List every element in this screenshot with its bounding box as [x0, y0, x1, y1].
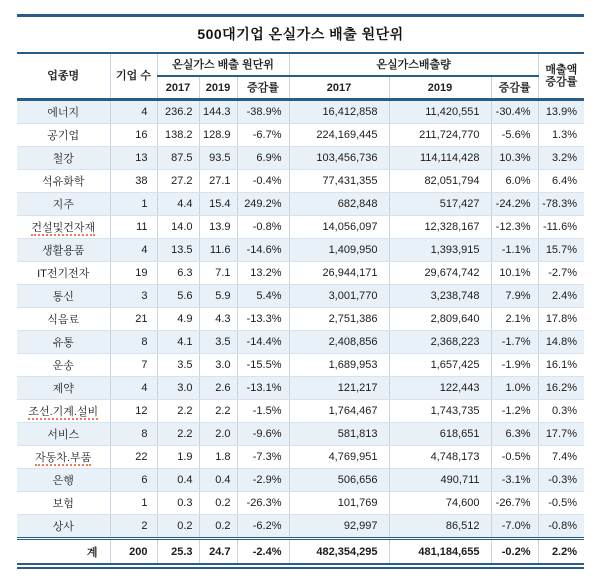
table-row: [17, 400, 584, 423]
value-cell: -30.4%: [491, 100, 538, 124]
header-emissions-change: 증감률: [491, 76, 538, 100]
value-cell: 4,769,951: [289, 446, 389, 469]
value-cell: 6.0%: [491, 170, 538, 193]
value-cell: 1.0%: [491, 377, 538, 400]
value-cell: -0.8%: [538, 515, 584, 539]
value-cell: 3: [110, 285, 157, 308]
value-cell: -1.2%: [491, 400, 538, 423]
value-cell: 0.2: [199, 515, 237, 539]
value-cell: 3.0: [199, 354, 237, 377]
value-cell: -2.7%: [538, 262, 584, 285]
value-cell: 1: [110, 492, 157, 515]
value-cell: 144.3: [199, 100, 237, 124]
value-cell: 15.4: [199, 193, 237, 216]
industry-label: 계: [86, 546, 98, 559]
header-emissions-2017: 2017: [289, 76, 389, 100]
table-row: [17, 492, 584, 515]
value-cell: 14.8%: [538, 331, 584, 354]
value-cell: 4: [110, 100, 157, 124]
value-cell: 8: [110, 331, 157, 354]
header-intensity-2017: 2017: [157, 76, 199, 100]
table-row: [17, 308, 584, 331]
value-cell: -6.7%: [237, 124, 289, 147]
value-cell: 2.1%: [491, 308, 538, 331]
value-cell: 11,420,551: [389, 100, 491, 124]
value-cell: 74,600: [389, 492, 491, 515]
value-cell: 29,674,742: [389, 262, 491, 285]
industry-cell: [17, 285, 110, 308]
header-emissions-2019: 2019: [389, 76, 491, 100]
industry-cell: [17, 147, 110, 170]
industry-cell: [17, 446, 110, 469]
value-cell: 0.2: [157, 515, 199, 539]
header-emissions-group: 온실가스배출량: [289, 53, 538, 76]
value-cell: -26.3%: [237, 492, 289, 515]
value-cell: 86,512: [389, 515, 491, 539]
value-cell: -15.5%: [237, 354, 289, 377]
value-cell: 17.8%: [538, 308, 584, 331]
value-cell: -13.3%: [237, 308, 289, 331]
emissions-table-figure: [17, 14, 584, 569]
table-row: [17, 239, 584, 262]
value-cell: 114,114,428: [389, 147, 491, 170]
industry-cell: [17, 515, 110, 539]
value-cell: 3.0: [157, 377, 199, 400]
value-cell: -9.6%: [237, 423, 289, 446]
industry-label: 은행: [52, 475, 74, 487]
value-cell: 7.9%: [491, 285, 538, 308]
value-cell: -3.1%: [491, 469, 538, 492]
value-cell: 7: [110, 354, 157, 377]
header-revenue-change-line1: 매출액: [545, 64, 578, 76]
value-cell: -13.1%: [237, 377, 289, 400]
table-row: [17, 377, 584, 400]
value-cell: 8: [110, 423, 157, 446]
value-cell: 682,848: [289, 193, 389, 216]
value-cell: -2.9%: [237, 469, 289, 492]
table-row: [17, 423, 584, 446]
header-company-count: 기업 수: [110, 53, 157, 100]
industry-cell: [17, 124, 110, 147]
value-cell: -0.4%: [237, 170, 289, 193]
industry-label: 보험: [52, 498, 74, 510]
value-cell: 1,689,953: [289, 354, 389, 377]
value-cell: 12: [110, 400, 157, 423]
value-cell: 138.2: [157, 124, 199, 147]
header-intensity-change: 증감률: [237, 76, 289, 100]
header-revenue-change: [538, 53, 584, 100]
value-cell: 481,184,655: [389, 539, 491, 567]
value-cell: -26.7%: [491, 492, 538, 515]
industry-cell: [17, 400, 110, 423]
value-cell: 3.5: [157, 354, 199, 377]
value-cell: 1,393,915: [389, 239, 491, 262]
value-cell: 2,809,640: [389, 308, 491, 331]
value-cell: 482,354,295: [289, 539, 389, 567]
value-cell: 2.6: [199, 377, 237, 400]
value-cell: 3.5: [199, 331, 237, 354]
value-cell: -11.6%: [538, 216, 584, 239]
industry-cell: [17, 377, 110, 400]
value-cell: 122,443: [389, 377, 491, 400]
industry-label: 상사: [52, 521, 74, 533]
table-row: [17, 446, 584, 469]
industry-cell: [17, 100, 110, 124]
industry-cell: [17, 423, 110, 446]
value-cell: 6.9%: [237, 147, 289, 170]
value-cell: 13.9%: [538, 100, 584, 124]
industry-cell: [17, 331, 110, 354]
value-cell: 2.2: [199, 400, 237, 423]
table-header: [17, 53, 584, 100]
value-cell: 2.2%: [538, 539, 584, 567]
value-cell: 200: [110, 539, 157, 567]
value-cell: 101,769: [289, 492, 389, 515]
industry-label: 제약: [52, 383, 74, 395]
value-cell: 211,724,770: [389, 124, 491, 147]
industry-cell: [17, 216, 110, 239]
value-cell: 506,656: [289, 469, 389, 492]
value-cell: 581,813: [289, 423, 389, 446]
value-cell: 2.4%: [538, 285, 584, 308]
value-cell: -14.6%: [237, 239, 289, 262]
value-cell: 121,217: [289, 377, 389, 400]
industry-label: IT전기전자: [37, 268, 90, 280]
table-row: [17, 170, 584, 193]
value-cell: 19: [110, 262, 157, 285]
value-cell: 5.6: [157, 285, 199, 308]
table-row: [17, 285, 584, 308]
header-revenue-change-line2: 증감률: [545, 76, 578, 88]
table-row: [17, 354, 584, 377]
value-cell: 103,456,736: [289, 147, 389, 170]
value-cell: 618,651: [389, 423, 491, 446]
industry-label: 통신: [52, 291, 74, 303]
value-cell: 4,748,173: [389, 446, 491, 469]
value-cell: 5.9: [199, 285, 237, 308]
industry-label: 유통: [52, 337, 74, 349]
value-cell: 14,056,097: [289, 216, 389, 239]
table-body: [17, 100, 584, 539]
value-cell: 224,169,445: [289, 124, 389, 147]
value-cell: 6: [110, 469, 157, 492]
value-cell: 1,743,735: [389, 400, 491, 423]
value-cell: 1,657,425: [389, 354, 491, 377]
table-row: [17, 216, 584, 239]
value-cell: 16,412,858: [289, 100, 389, 124]
value-cell: 21: [110, 308, 157, 331]
value-cell: 15.7%: [538, 239, 584, 262]
value-cell: 5.4%: [237, 285, 289, 308]
value-cell: 77,431,355: [289, 170, 389, 193]
value-cell: 14.0: [157, 216, 199, 239]
value-cell: 27.2: [157, 170, 199, 193]
value-cell: -0.2%: [491, 539, 538, 567]
table-row: [17, 469, 584, 492]
value-cell: -0.3%: [538, 469, 584, 492]
industry-label: 철강: [52, 153, 74, 165]
industry-label: 석유화학: [41, 176, 85, 188]
value-cell: -5.6%: [491, 124, 538, 147]
value-cell: 517,427: [389, 193, 491, 216]
value-cell: -38.9%: [237, 100, 289, 124]
value-cell: 22: [110, 446, 157, 469]
value-cell: 4.1: [157, 331, 199, 354]
value-cell: -1.1%: [491, 239, 538, 262]
value-cell: 2: [110, 515, 157, 539]
header-intensity-2019: 2019: [199, 76, 237, 100]
value-cell: -1.9%: [491, 354, 538, 377]
industry-cell: [17, 492, 110, 515]
industry-cell: [17, 262, 110, 285]
industry-label: 조선.기계.설비: [28, 406, 99, 418]
value-cell: 2.0: [199, 423, 237, 446]
value-cell: 0.2: [199, 492, 237, 515]
value-cell: 25.3: [157, 539, 199, 567]
value-cell: 16.2%: [538, 377, 584, 400]
value-cell: 236.2: [157, 100, 199, 124]
value-cell: 2.2: [157, 423, 199, 446]
value-cell: 7.1: [199, 262, 237, 285]
value-cell: 3,238,748: [389, 285, 491, 308]
value-cell: 1.9: [157, 446, 199, 469]
table-row: [17, 147, 584, 170]
industry-cell: [17, 469, 110, 492]
value-cell: 2,408,856: [289, 331, 389, 354]
value-cell: 3.2%: [538, 147, 584, 170]
value-cell: 2.2: [157, 400, 199, 423]
total-label-cell: [17, 539, 110, 567]
total-row: [17, 539, 584, 567]
value-cell: 1,409,950: [289, 239, 389, 262]
value-cell: 11: [110, 216, 157, 239]
value-cell: 93.5: [199, 147, 237, 170]
value-cell: 87.5: [157, 147, 199, 170]
value-cell: 490,711: [389, 469, 491, 492]
industry-cell: [17, 239, 110, 262]
table-row: [17, 331, 584, 354]
value-cell: 4: [110, 239, 157, 262]
value-cell: 249.2%: [237, 193, 289, 216]
industry-label: 공기업: [47, 130, 80, 142]
value-cell: 10.3%: [491, 147, 538, 170]
value-cell: 0.3%: [538, 400, 584, 423]
value-cell: -6.2%: [237, 515, 289, 539]
value-cell: 1.3%: [538, 124, 584, 147]
value-cell: 38: [110, 170, 157, 193]
value-cell: 1,764,467: [289, 400, 389, 423]
table-row: [17, 124, 584, 147]
header-intensity-group: 온실가스 배출 원단위: [157, 53, 289, 76]
value-cell: -0.5%: [538, 492, 584, 515]
industry-label: 지주: [52, 199, 74, 211]
value-cell: -14.4%: [237, 331, 289, 354]
value-cell: 1: [110, 193, 157, 216]
industry-label: 서비스: [47, 429, 80, 441]
value-cell: 16: [110, 124, 157, 147]
value-cell: -78.3%: [538, 193, 584, 216]
value-cell: -12.3%: [491, 216, 538, 239]
industry-label: 생활용품: [41, 245, 85, 257]
value-cell: -1.5%: [237, 400, 289, 423]
value-cell: 3,001,770: [289, 285, 389, 308]
value-cell: 0.4: [199, 469, 237, 492]
table-row: [17, 262, 584, 285]
industry-cell: [17, 354, 110, 377]
value-cell: 24.7: [199, 539, 237, 567]
value-cell: 13.9: [199, 216, 237, 239]
table-row: [17, 100, 584, 124]
industry-cell: [17, 308, 110, 331]
header-industry: 업종명: [17, 53, 110, 100]
industry-label: 건설및건자재: [31, 222, 96, 234]
industry-cell: [17, 193, 110, 216]
value-cell: 4.4: [157, 193, 199, 216]
value-cell: -0.5%: [491, 446, 538, 469]
value-cell: 6.3%: [491, 423, 538, 446]
industry-label: 자동차.부품: [35, 452, 92, 464]
industry-label: 식음료: [47, 314, 80, 326]
value-cell: 0.4: [157, 469, 199, 492]
table-title: 500대기업 온실가스 배출 원단위: [17, 14, 584, 52]
industry-label: 에너지: [47, 107, 80, 119]
table-row: [17, 193, 584, 216]
table-row: [17, 515, 584, 539]
value-cell: 0.3: [157, 492, 199, 515]
table-footer: [17, 539, 584, 567]
value-cell: 1.8: [199, 446, 237, 469]
value-cell: 27.1: [199, 170, 237, 193]
value-cell: 17.7%: [538, 423, 584, 446]
value-cell: 2,368,223: [389, 331, 491, 354]
value-cell: -7.3%: [237, 446, 289, 469]
value-cell: 13.5: [157, 239, 199, 262]
value-cell: -0.8%: [237, 216, 289, 239]
value-cell: -7.0%: [491, 515, 538, 539]
industry-cell: [17, 170, 110, 193]
value-cell: 2,751,386: [289, 308, 389, 331]
value-cell: 12,328,167: [389, 216, 491, 239]
value-cell: 128.9: [199, 124, 237, 147]
value-cell: 16.1%: [538, 354, 584, 377]
value-cell: 10.1%: [491, 262, 538, 285]
value-cell: 82,051,794: [389, 170, 491, 193]
value-cell: 4: [110, 377, 157, 400]
value-cell: -2.4%: [237, 539, 289, 567]
value-cell: 4.9: [157, 308, 199, 331]
value-cell: 6.3: [157, 262, 199, 285]
value-cell: 4.3: [199, 308, 237, 331]
value-cell: 13: [110, 147, 157, 170]
value-cell: -1.7%: [491, 331, 538, 354]
emissions-table: [17, 52, 584, 569]
value-cell: 11.6: [199, 239, 237, 262]
value-cell: 6.4%: [538, 170, 584, 193]
value-cell: 13.2%: [237, 262, 289, 285]
value-cell: -24.2%: [491, 193, 538, 216]
value-cell: 7.4%: [538, 446, 584, 469]
value-cell: 92,997: [289, 515, 389, 539]
value-cell: 26,944,171: [289, 262, 389, 285]
industry-label: 운송: [52, 360, 74, 372]
